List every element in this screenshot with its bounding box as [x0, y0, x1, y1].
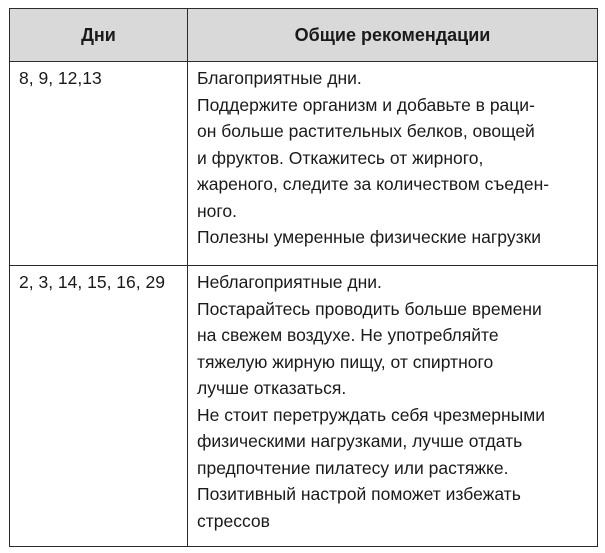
- recommendation-line: Позитивный настрой поможет избежать: [197, 484, 521, 504]
- recommendation-line: Не стоит перетруждать себя чрезмерными: [197, 404, 546, 425]
- days-cell: 8, 9, 12,13: [10, 62, 188, 266]
- table-header-row: [10, 9, 598, 62]
- recommendation-line: он больше растительных белков, овощей: [197, 121, 535, 141]
- days-cell: 2, 3, 14, 15, 16, 29: [10, 266, 188, 547]
- recommendation-line: и фруктов. Откажитесь от жирного,: [197, 147, 484, 168]
- table-row: [10, 62, 598, 266]
- header-days: Дни: [10, 9, 188, 62]
- recommendation-line: физическими нагрузками, лучше отдать: [197, 431, 523, 451]
- recommendations-cell: [188, 266, 598, 547]
- recommendation-line: Постарайтесь проводить больше времени: [197, 298, 542, 319]
- recommendation-line: Полезны умеренные физические нагрузки: [197, 227, 542, 247]
- recommendation-line: на свежем воздухе. Не употребляйте: [197, 325, 499, 345]
- recommendation-line: Поддержите организм и добавьте в раци-: [197, 94, 535, 115]
- header-recommendations: Общие рекомендации: [188, 9, 598, 62]
- recommendation-line: ного.: [197, 200, 237, 221]
- recommendation-line: Неблагоприятные дни.: [197, 272, 382, 292]
- recommendation-line: стрессов: [197, 510, 270, 531]
- recommendations-table: [9, 8, 598, 547]
- recommendation-line: тяжелую жирную пищу, от спиртного: [197, 351, 494, 372]
- table-row: [10, 266, 598, 547]
- recommendation-line: жареного, следите за количеством съеден-: [197, 174, 550, 194]
- recommendation-line: предпочтение пилатесу или растяжке.: [197, 457, 509, 478]
- recommendation-line: Благоприятные дни.: [197, 68, 362, 88]
- recommendations-cell: [188, 62, 598, 266]
- recommendation-line: лучше отказаться.: [197, 378, 347, 398]
